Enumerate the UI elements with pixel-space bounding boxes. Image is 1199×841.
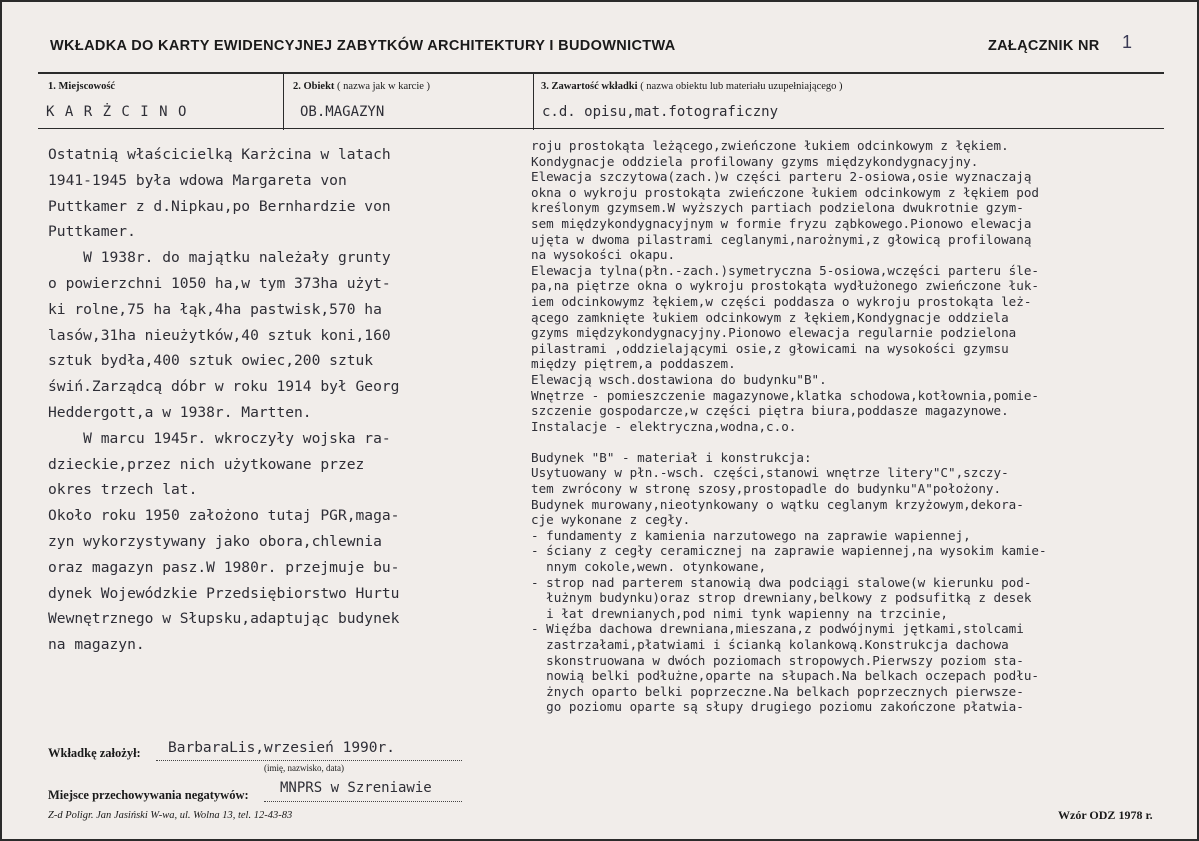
author-dotted-line (156, 760, 462, 761)
place-label: 1. Miejscowość (48, 81, 116, 92)
author-value: BarbaraLis,wrzesień 1990r. (168, 740, 395, 756)
negatives-dotted-line (264, 801, 462, 802)
header-bottom-rule (38, 128, 1164, 129)
content-value: c.d. opisu,mat.fotograficzny (542, 104, 779, 120)
content-label-hint: ( nazwa obiektu lub materiału uzupełniającego ) (640, 81, 843, 92)
content-label-text: 3. Zawartość wkładki (541, 81, 638, 92)
content-label (541, 81, 843, 92)
object-label-hint: ( nazwa jak w karcie ) (337, 81, 431, 92)
negatives-value: MNPRS w Szreniawie (280, 780, 432, 796)
form-code: Wzór ODZ 1978 r. (1058, 808, 1153, 822)
description-text: roju prostokąta leżącego,zwieńczone łukiem odcinkowym z łękiem. Kondygnacje oddziela profilowany gzyms międzykondygnacyjny. Elewacja szczytowa(zach.)w części parteru 2-osiowa,osie wyznaczają okna o wykroju prostokąta zwieńczone łukiem odcinkowym z łękiem pod kreślonym gzymsem.W wyższych partiach podzielona dwukrotnie gzym- sem międzykondygnacyjnym w formie fryzu ząbkowego.Pionowo elewacja ujęta w dwoma pilastrami ceglanymi,narożnymi,z głowicą profilowaną na wysokości okapu. Elewacja tylna(płn.-zach.)symetryczna 5-osiowa,wczęści parteru śle- pa,na piętrze okna o wykroju prostokąta wydłużonego zwieńczone łuk- iem odcinkowymz łękiem,w części poddasza o wykroju prostokąta leż- ącego zamknięte łukiem odcinkowym z łękiem,Kondygnacje oddziela gzyms międzykondygnacyjny.Pionowo elewacja regularnie podzielona pilastrami ,oddzielającymi osie,z głowicami na wysokości gzymsu między piętrem,a poddaszem. Elewacją wsch.dostawiona do budynku"B". Wnętrze - pomieszczenie magazynowe,klatka schodowa,kotłownia,pomie- szczenie gospodarcze,w części piętra biura,poddasze magazynowe. Instalacje - elektryczna,wodna,c.o. Budynek "B" - materiał i konstrukcja: Usytuowany w płn.-wsch. części,stanowi wnętrze litery"C",szczy- tem zwrócony w stronę szosy,prostopadle do budynku"A"położony. Budynek murowany,nieotynkowany o wątku ceglanym krzyżowym,dekora- cje wykonane z cegły. - fundamenty z kamienia narzutowego na zaprawie wapiennej, - ściany z cegły ceramicznej na zaprawie wapiennej,na wysokim kamie- nnym cokole,wewn. otynkowane, - strop nad parterem stanowią dwa podciągi stalowe(w kierunku pod- łużnym budynku)oraz strop drewniany,belkowy z podsufitką z desek i łat drewnianych,pod nimi tynk wapienny na trzcinie, - Więźba dachowa drewniana,mieszana,z podwójnymi jętkami,stolcami zastrzałami,płatwiami i ścianką kolankową.Konstrukcja dachowa skonstruowana w dwóch poziomach stropowych.Pierwszy poziom sta- nowią belki podłużne,oparte na słupach.Na belkach oczepach podłu- żnych oparto belki poprzeczne.Na belkach poprzecznych pierwsze- go poziomu oparte są słupy drugiego poziomu zakończone płatwia- (531, 138, 1047, 715)
header-top-rule (38, 72, 1164, 74)
object-label (293, 81, 430, 92)
negatives-label: Miejsce przechowywania negatywów: (48, 788, 249, 802)
place-value: K A R Ż C I N O (46, 104, 188, 120)
form-title: WKŁADKA DO KARTY EWIDENCYJNEJ ZABYTKÓW ARCHITEKTURY I BUDOWNICTWA (50, 38, 676, 54)
header-divider-1 (283, 72, 284, 130)
author-hint: (imię, nazwisko, data) (264, 763, 344, 773)
history-text: Ostatnią właścicielką Karżcina w latach 1941-1945 była wdowa Margareta von Puttkamer z d.Nipkau,po Bernhardzie von Puttkamer. W 1938r. do majątku należały grunty o powierzchni 1050 ha,w tym 373ha użyt- ki rolne,75 ha łąk,4ha pastwisk,570 ha lasów,31ha nieużytków,40 sztuk koni,160 sztuk bydła,400 sztuk owiec,200 sztuk świń.Zarządcą dóbr w roku 1914 był Georg Heddergott,a w 1938r. Martten. W marcu 1945r. wkroczyły wojska ra- dzieckie,przez nich użytkowane przez okres trzech lat. Około roku 1950 założono tutaj PGR,maga- zyn wykorzystywany jako obora,chlewnia oraz magazyn pasz.W 1980r. przejmuje bu- dynek Wojewódzkie Przedsiębiorstwo Hurtu Wewnętrznego w Słupsku,adaptując budynek na magazyn. (48, 146, 400, 654)
printer-imprint: Z-d Poligr. Jan Jasiński W-wa, ul. Wolna 13, tel. 12-43-83 (48, 810, 293, 821)
header-divider-2 (533, 72, 534, 130)
author-label: Wkładkę założył: (48, 746, 141, 760)
annex-number: 1 (1122, 32, 1133, 52)
object-value: OB.MAGAZYN (300, 104, 385, 120)
object-label-text: 2. Obiekt (293, 81, 335, 92)
annex-label: ZAŁĄCZNIK NR (988, 38, 1100, 54)
